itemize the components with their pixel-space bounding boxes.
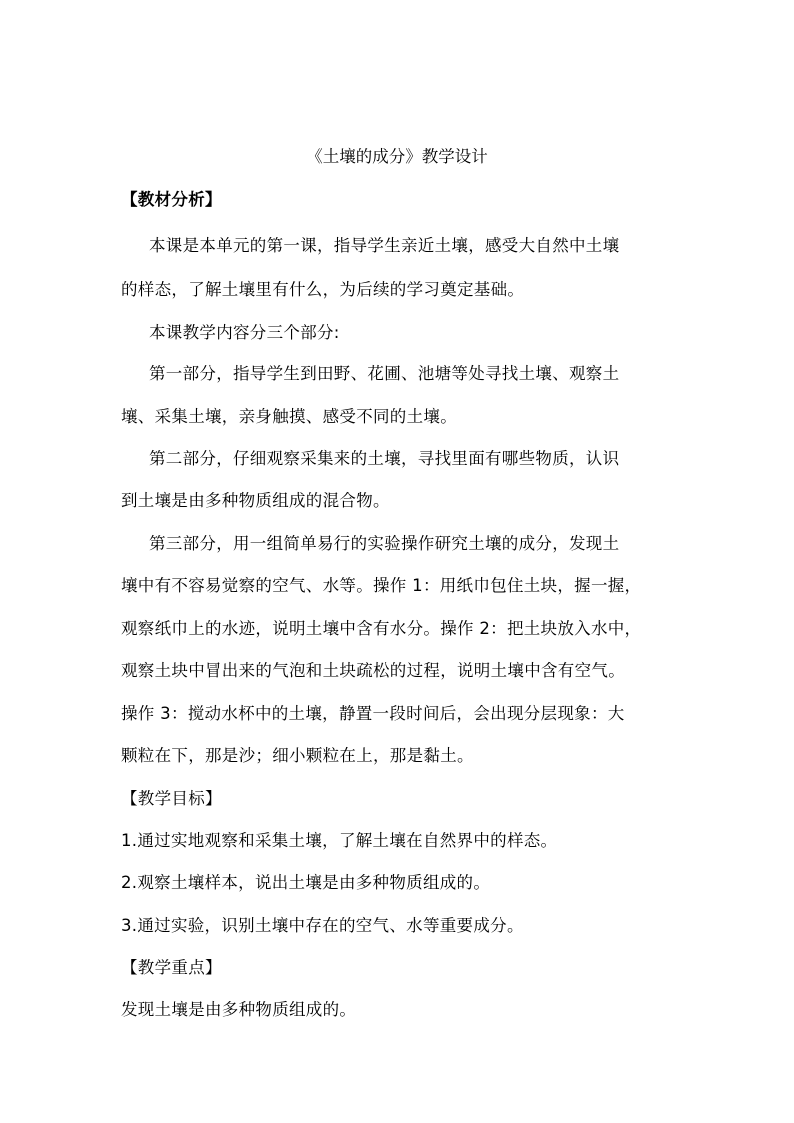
paragraph-line: 本课是本单元的第一课，指导学生亲近土壤，感受大自然中土壤: [149, 236, 620, 255]
goal-item: 3.通过实验，识别土壤中存在的空气、水等重要成分。: [121, 916, 524, 935]
paragraph-line: 第二部分，仔细观察采集来的土壤，寻找里面有哪些物质，认识: [149, 449, 620, 468]
section-heading-analysis: 【教材分析】: [121, 190, 222, 209]
paragraph-line: 观察纸巾上的水迹，说明土壤中含有水分。操作 2：把土块放入水中，: [121, 619, 642, 638]
paragraph-line: 操作 3：搅动水杯中的土壤，静置一段时间后，会出现分层现象：大: [121, 704, 625, 723]
paragraph-line: 到土壤是由多种物质组成的混合物。: [121, 491, 390, 510]
goal-item: 2.观察土壤样本，说出土壤是由多种物质组成的。: [121, 873, 491, 892]
paragraph-line: 发现土壤是由多种物质组成的。: [121, 1000, 357, 1019]
paragraph-line: 颗粒在下，那是沙；细小颗粒在上，那是黏土。: [121, 746, 474, 765]
paragraph-line: 观察土块中冒出来的气泡和土块疏松的过程，说明土壤中含有空气。: [121, 661, 625, 680]
section-heading-goals: 【教学目标】: [121, 789, 222, 808]
section-heading-focus: 【教学重点】: [121, 958, 222, 977]
paragraph-line: 的样态，了解土壤里有什么，为后续的学习奠定基础。: [121, 280, 525, 299]
document-title: 《土壤的成分》教学设计: [306, 147, 488, 166]
paragraph-line: 本课教学内容分三个部分:: [149, 323, 340, 342]
paragraph-line: 第一部分，指导学生到田野、花圃、池塘等处寻找土壤、观察土: [149, 364, 620, 383]
paragraph-line: 第三部分，用一组简单易行的实验操作研究土壤的成分，发现土: [149, 534, 620, 553]
paragraph-line: 壤中有不容易觉察的空气、水等。操作 1：用纸巾包住土块，握一握，: [121, 576, 642, 595]
goal-item: 1.通过实地观察和采集土壤，了解土壤在自然界中的样态。: [121, 831, 558, 850]
paragraph-line: 壤、采集土壤，亲身触摸、感受不同的土壤。: [121, 407, 457, 426]
